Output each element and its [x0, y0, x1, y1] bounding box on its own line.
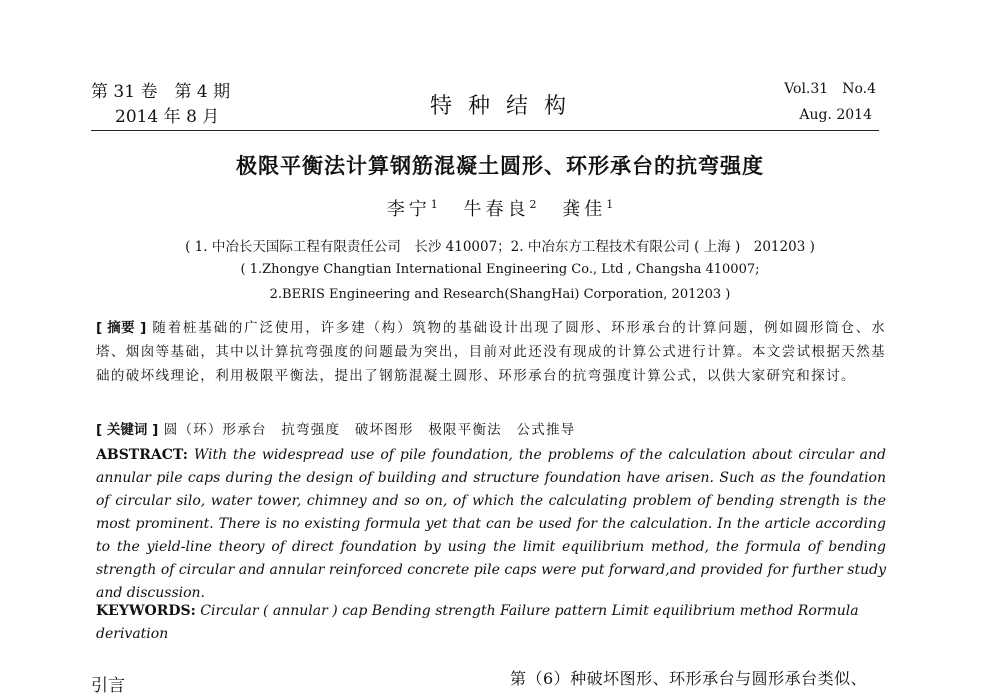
author-name: 牛春良 [463, 199, 530, 220]
abstract-en-label: ABSTRACT: [96, 447, 188, 463]
affiliation-en-line1: ( 1.Zhongye Changtian International Engineering Co., Ltd , Changsha 410007; [240, 262, 760, 277]
author-list [0, 195, 1000, 221]
abstract-en [96, 444, 886, 605]
affiliation-en-line2: 2.BERIS Engineering and Research(ShangHai) Corporation, 201203 ) [269, 287, 731, 302]
keywords-cn-text: 圆（环）形承台 抗弯强度 破坏图形 极限平衡法 公式推导 [163, 422, 576, 438]
author-name: 李宁 [386, 199, 431, 220]
author-affil-mark: 1 [430, 198, 438, 211]
header-rule [91, 130, 879, 131]
keywords-en [96, 600, 886, 646]
abstract-cn-text: 随着桩基础的广泛使用，许多建（构）筑物的基础设计出现了圆形、环形承台的计算问题，例如圆形筒仓、水塔、烟囱等基础，其中以计算抗弯强度的问题最为突出，目前对此还没有现成的计算公式进行计算。本文尝试根据天然基础的破坏线理论，利用极限平衡法，提出了钢筋混凝土圆形、环形承台的抗弯强度计算公式，以供大家研究和探讨。 [96, 320, 886, 384]
body-text-fragment: 第（6）种破坏图形、环形承台与圆形承台类似、 [510, 669, 868, 688]
keywords-cn-label: [ 关键词 ] [96, 422, 159, 438]
volume-issue-en-block [784, 76, 876, 128]
section-heading-intro: 引言 [91, 676, 125, 696]
volume-issue-cn: 第 31 卷 第 4 期 [91, 82, 231, 102]
date-cn: 2014 年 8 月 [115, 107, 220, 127]
author-affil-mark: 2 [529, 198, 537, 211]
date-en: Aug. 2014 [799, 107, 872, 123]
keywords-cn [96, 418, 575, 438]
author-name: 龚佳 [562, 199, 607, 220]
keywords-en-text: Circular ( annular ) cap Bending strength Failure pattern Limit equilibrium method Rormula derivation [96, 603, 859, 642]
abstract-en-text: With the widespread use of pile foundation, the problems of the calculation about circular and annular pile caps during the design of building and structure foundation have arisen. Such as the foundation of circular silo, water tower, chimney and so on, of which the calculating problem of bending strength is the most prominent. There is no existing formula yet that can be used for the calculation. In the article according to the yield-line theory of direct foundation by using the limit equilibrium method, the formula of bending strength of circular and annular reinforced concrete pile caps were put forward,and provided for further study and discussion. [96, 447, 886, 601]
paper-title: 极限平衡法计算钢筋混凝土圆形、环形承台的抗弯强度 [236, 154, 764, 178]
affiliation-cn: ( 1. 中冶长天国际工程有限责任公司 长沙 410007；2. 中冶东方工程技术有限公司 ( 上海 ) 201203 ) [185, 239, 815, 255]
volume-issue-en: Vol.31 No.4 [784, 81, 876, 97]
journal-name: 特种结构 [429, 94, 582, 119]
author-affil-mark: 1 [606, 198, 614, 211]
abstract-cn-label: [ 摘要 ] [96, 320, 147, 336]
keywords-en-label: KEYWORDS: [96, 603, 196, 619]
abstract-cn [96, 316, 886, 388]
